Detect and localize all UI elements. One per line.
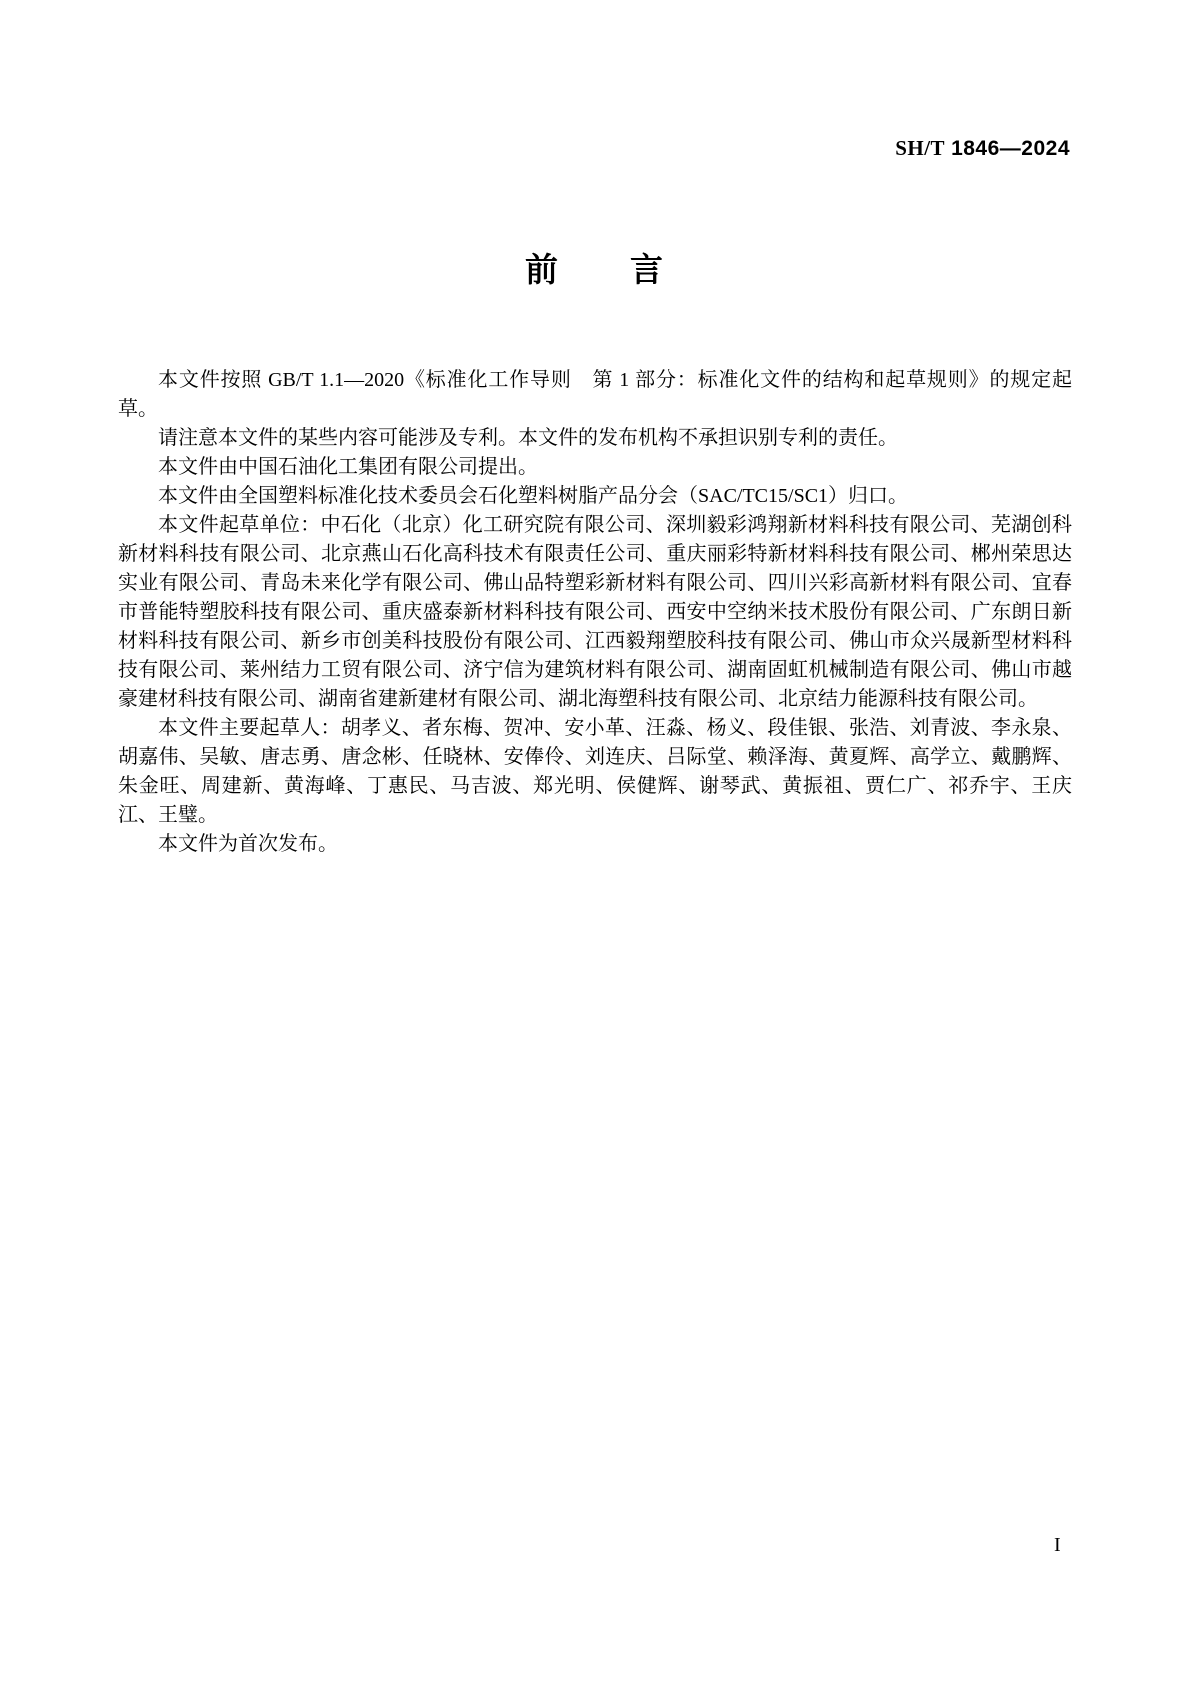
paragraph-proposer: 本文件由中国石油化工集团有限公司提出。 [158, 456, 538, 478]
doc-number-code: SH/T [895, 136, 946, 160]
paragraph-first-issue: 本文件为首次发布。 [158, 833, 338, 855]
foreword-body [118, 366, 1072, 859]
doc-number [895, 136, 1070, 161]
page-title: 前 言 [525, 251, 665, 288]
paragraph-scope: 本文件按照 GB/T 1.1—2020《标准化工作导则 第 1 部分：标准化文件的结构和起草规则》的规定起草。 [118, 369, 1072, 420]
paragraph-drafters: 本文件主要起草人：胡孝义、者东梅、贺冲、安小革、汪淼、杨义、段佳银、张浩、刘青波、李永泉、胡嘉伟、吴敏、唐志勇、唐念彬、任晓林、安俸伶、刘连庆、吕际堂、赖泽海、黄夏辉、高学立、戴鹏辉、朱金旺、周建新、黄海峰、丁惠民、马吉波、郑光明、侯健辉、谢琴武、黄振祖、贾仁广、祁乔宇、王庆江、王璧。 [118, 717, 1072, 826]
paragraph-patent-notice: 请注意本文件的某些内容可能涉及专利。本文件的发布机构不承担识别专利的责任。 [158, 427, 898, 449]
paragraph-drafting-organizations: 本文件起草单位：中石化（北京）化工研究院有限公司、深圳毅彩鸿翔新材料科技有限公司、芜湖创科新材料科技有限公司、北京燕山石化高科技术有限责任公司、重庆丽彩特新材料科技有限公司、郴州荣思达实业有限公司、青岛未来化学有限公司、佛山品特塑彩新材料有限公司、四川兴彩高新材料有限公司、宜春市普能特塑胶科技有限公司、重庆盛泰新材料科技有限公司、西安中空纳米技术股份有限公司、广东朗日新材料科技有限公司、新乡市创美科技股份有限公司、江西毅翔塑胶科技有限公司、佛山市众兴晟新型材料科技有限公司、莱州结力工贸有限公司、济宁信为建筑材料有限公司、湖南固虹机械制造有限公司、佛山市越豪建材科技有限公司、湖南省建新建材有限公司、湖北海塑科技有限公司、北京结力能源科技有限公司。 [118, 514, 1072, 710]
page-number: I [1054, 1534, 1061, 1556]
paragraph-committee: 本文件由全国塑料标准化技术委员会石化塑料树脂产品分会（SAC/TC15/SC1）归口。 [158, 485, 909, 507]
doc-number-year: 1846—2024 [951, 137, 1070, 160]
